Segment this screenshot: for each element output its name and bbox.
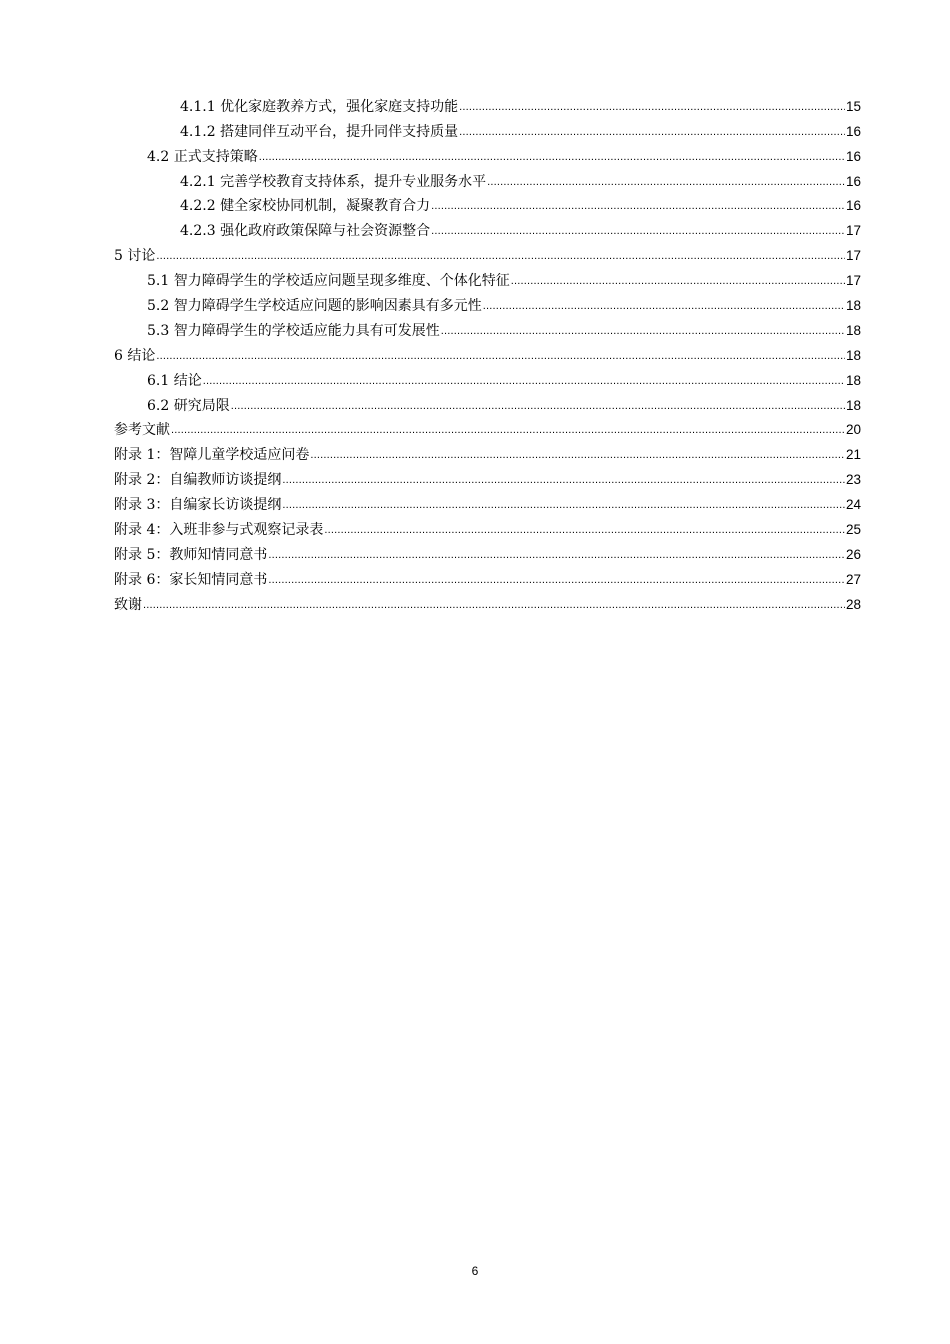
toc-entry-title: 5.2 智力障碍学生学校适应问题的影响因素具有多元性	[147, 298, 482, 315]
toc-entry-title: 附录 3：自编家长访谈提纲	[114, 497, 282, 514]
toc-entry-title: 致谢	[114, 596, 142, 613]
toc-leader-dots	[268, 548, 845, 562]
toc-leader-dots	[431, 199, 845, 213]
toc-entry[interactable]	[114, 191, 861, 216]
toc-leader-dots	[203, 374, 845, 388]
toc-leader-dots	[483, 299, 845, 313]
toc-entry-page: 20	[845, 422, 861, 438]
toc-entry-page: 18	[845, 322, 861, 338]
toc-entry-title: 5 讨论	[114, 248, 156, 265]
toc-entry[interactable]	[114, 365, 861, 390]
toc-entry-page: 21	[845, 447, 861, 463]
toc-entry-title: 6 结论	[114, 347, 156, 364]
toc-entry[interactable]	[114, 415, 861, 440]
toc-leader-dots	[324, 523, 845, 537]
toc-entry[interactable]	[114, 340, 861, 365]
toc-entry-title: 6.2 研究局限	[147, 397, 230, 414]
toc-entry-page: 18	[845, 298, 861, 314]
toc-leader-dots	[459, 100, 845, 114]
toc-entry-page: 16	[845, 173, 861, 189]
toc-entry-page: 17	[845, 273, 861, 289]
toc-entry-page: 17	[845, 223, 861, 239]
toc-entry-title: 附录 2：自编教师访谈提纲	[114, 472, 282, 489]
page-number: 6	[471, 1264, 479, 1278]
toc-leader-dots	[431, 224, 845, 238]
toc-entry-page: 16	[845, 198, 861, 214]
toc-leader-dots	[511, 274, 845, 288]
toc-entry[interactable]	[114, 539, 861, 564]
toc-entry-title: 附录 1：智障儿童学校适应问卷	[114, 447, 310, 464]
toc-entry[interactable]	[114, 116, 861, 141]
toc-leader-dots	[282, 498, 845, 512]
toc-leader-dots	[259, 150, 845, 164]
toc-leader-dots	[282, 473, 845, 487]
toc-entry-page: 16	[845, 123, 861, 139]
toc-entry-page: 17	[845, 248, 861, 264]
toc-entry[interactable]	[114, 564, 861, 589]
toc-leader-dots	[143, 598, 845, 612]
table-of-contents	[114, 91, 861, 614]
toc-entry-page: 25	[845, 522, 861, 538]
toc-leader-dots	[487, 175, 845, 189]
toc-entry-title: 4.2.2 健全家校协同机制，凝聚教育合力	[180, 198, 431, 215]
toc-entry[interactable]	[114, 91, 861, 116]
toc-entry-page: 26	[845, 546, 861, 562]
toc-entry[interactable]	[114, 265, 861, 290]
toc-entry-title: 附录 6：家长知情同意书	[114, 571, 268, 588]
toc-entry-page: 18	[845, 397, 861, 413]
toc-entry-title: 4.1.2 搭建同伴互动平台，提升同伴支持质量	[180, 123, 459, 140]
toc-entry-title: 参考文献	[114, 422, 170, 439]
toc-entry[interactable]	[114, 514, 861, 539]
toc-entry-title: 4.2 正式支持策略	[147, 148, 258, 165]
toc-entry[interactable]	[114, 464, 861, 489]
toc-entry[interactable]	[114, 240, 861, 265]
toc-leader-dots	[268, 573, 845, 587]
toc-entry-page: 18	[845, 372, 861, 388]
toc-leader-dots	[441, 324, 845, 338]
toc-entry-page: 27	[845, 571, 861, 587]
toc-entry[interactable]	[114, 141, 861, 166]
toc-entry-title: 附录 4：入班非参与式观察记录表	[114, 522, 324, 539]
toc-entry[interactable]	[114, 390, 861, 415]
toc-entry[interactable]	[114, 290, 861, 315]
toc-entry[interactable]	[114, 489, 861, 514]
toc-leader-dots	[171, 423, 845, 437]
toc-entry-page: 23	[845, 472, 861, 488]
toc-entry-title: 5.1 智力障碍学生的学校适应问题呈现多维度、个体化特征	[147, 273, 510, 290]
toc-entry[interactable]	[114, 215, 861, 240]
toc-entry[interactable]	[114, 439, 861, 464]
toc-leader-dots	[156, 249, 845, 263]
toc-leader-dots	[459, 125, 845, 139]
toc-leader-dots	[156, 349, 845, 363]
toc-entry-title: 附录 5：教师知情同意书	[114, 546, 268, 563]
toc-entry[interactable]	[114, 315, 861, 340]
toc-entry-page: 28	[845, 596, 861, 612]
toc-leader-dots	[231, 399, 845, 413]
toc-entry[interactable]	[114, 589, 861, 614]
toc-entry-title: 5.3 智力障碍学生的学校适应能力具有可发展性	[147, 322, 440, 339]
toc-entry-page: 24	[845, 497, 861, 513]
toc-entry-title: 4.2.1 完善学校教育支持体系，提升专业服务水平	[180, 173, 487, 190]
toc-leader-dots	[310, 448, 845, 462]
toc-entry-title: 4.2.3 强化政府政策保障与社会资源整合	[180, 223, 431, 240]
toc-entry-page: 15	[845, 98, 861, 114]
toc-entry-title: 6.1 结论	[147, 372, 202, 389]
toc-entry-page: 16	[845, 148, 861, 164]
toc-entry-title: 4.1.1 优化家庭教养方式，强化家庭支持功能	[180, 98, 459, 115]
toc-entry-page: 18	[845, 347, 861, 363]
toc-entry[interactable]	[114, 166, 861, 191]
